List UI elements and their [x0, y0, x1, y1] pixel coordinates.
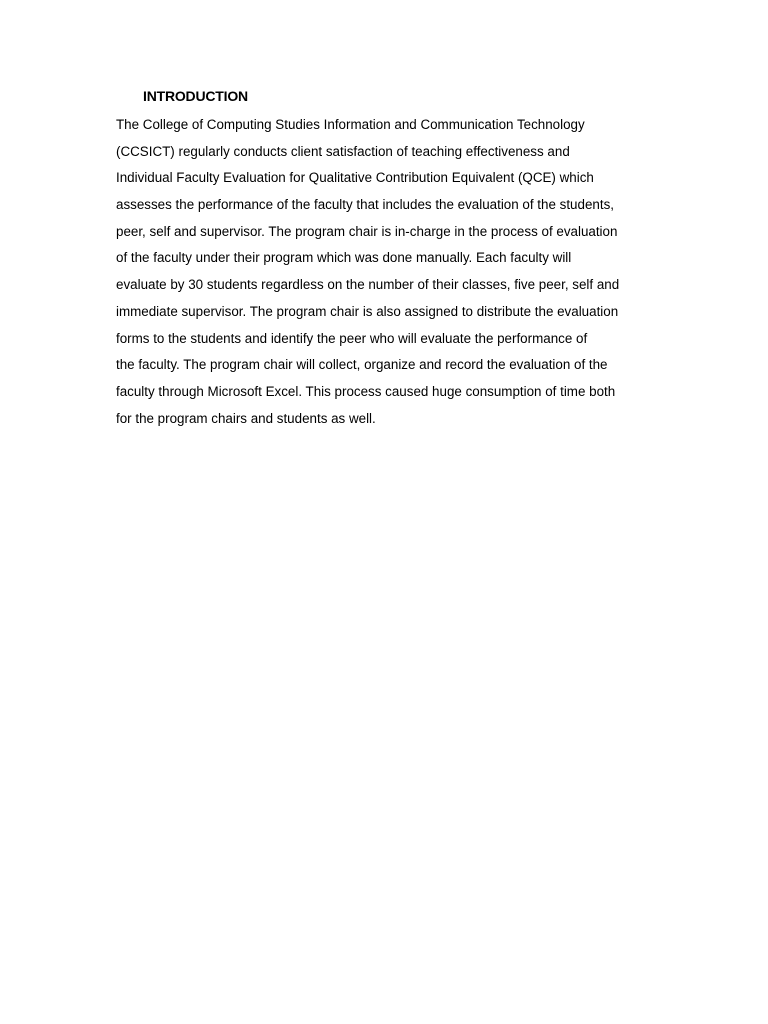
paragraph-line: of the faculty under their program which was done manually. Each faculty will — [116, 250, 572, 266]
paragraph-line: for the program chairs and students as well. — [116, 410, 376, 426]
paragraph-line: immediate supervisor. The program chair is also assigned to distribute the evaluation — [116, 303, 619, 319]
paragraph-line: peer, self and supervisor. The program chair is in-charge in the process of evaluation — [116, 223, 618, 239]
paragraph-line: the faculty. The program chair will collect, organize and record the evaluation of the — [116, 357, 608, 373]
paragraph-line: (CCSICT) regularly conducts client satisfaction of teaching effectiveness and — [116, 143, 570, 159]
paragraph-line: evaluate by 30 students regardless on the number of their classes, five peer, self and — [116, 277, 620, 293]
section-heading: INTRODUCTION — [143, 88, 248, 104]
paragraph-line: assesses the performance of the faculty that includes the evaluation of the students, — [116, 197, 614, 213]
paragraph-line: forms to the students and identify the peer who will evaluate the performance of — [116, 330, 588, 346]
paragraph-line: faculty through Microsoft Excel. This process caused huge consumption of time both — [116, 383, 616, 399]
paragraph-line: The College of Computing Studies Information and Communication Technology — [116, 117, 585, 132]
introduction-paragraph — [116, 112, 676, 432]
paragraph-line: Individual Faculty Evaluation for Qualitative Contribution Equivalent (QCE) which — [116, 170, 594, 186]
